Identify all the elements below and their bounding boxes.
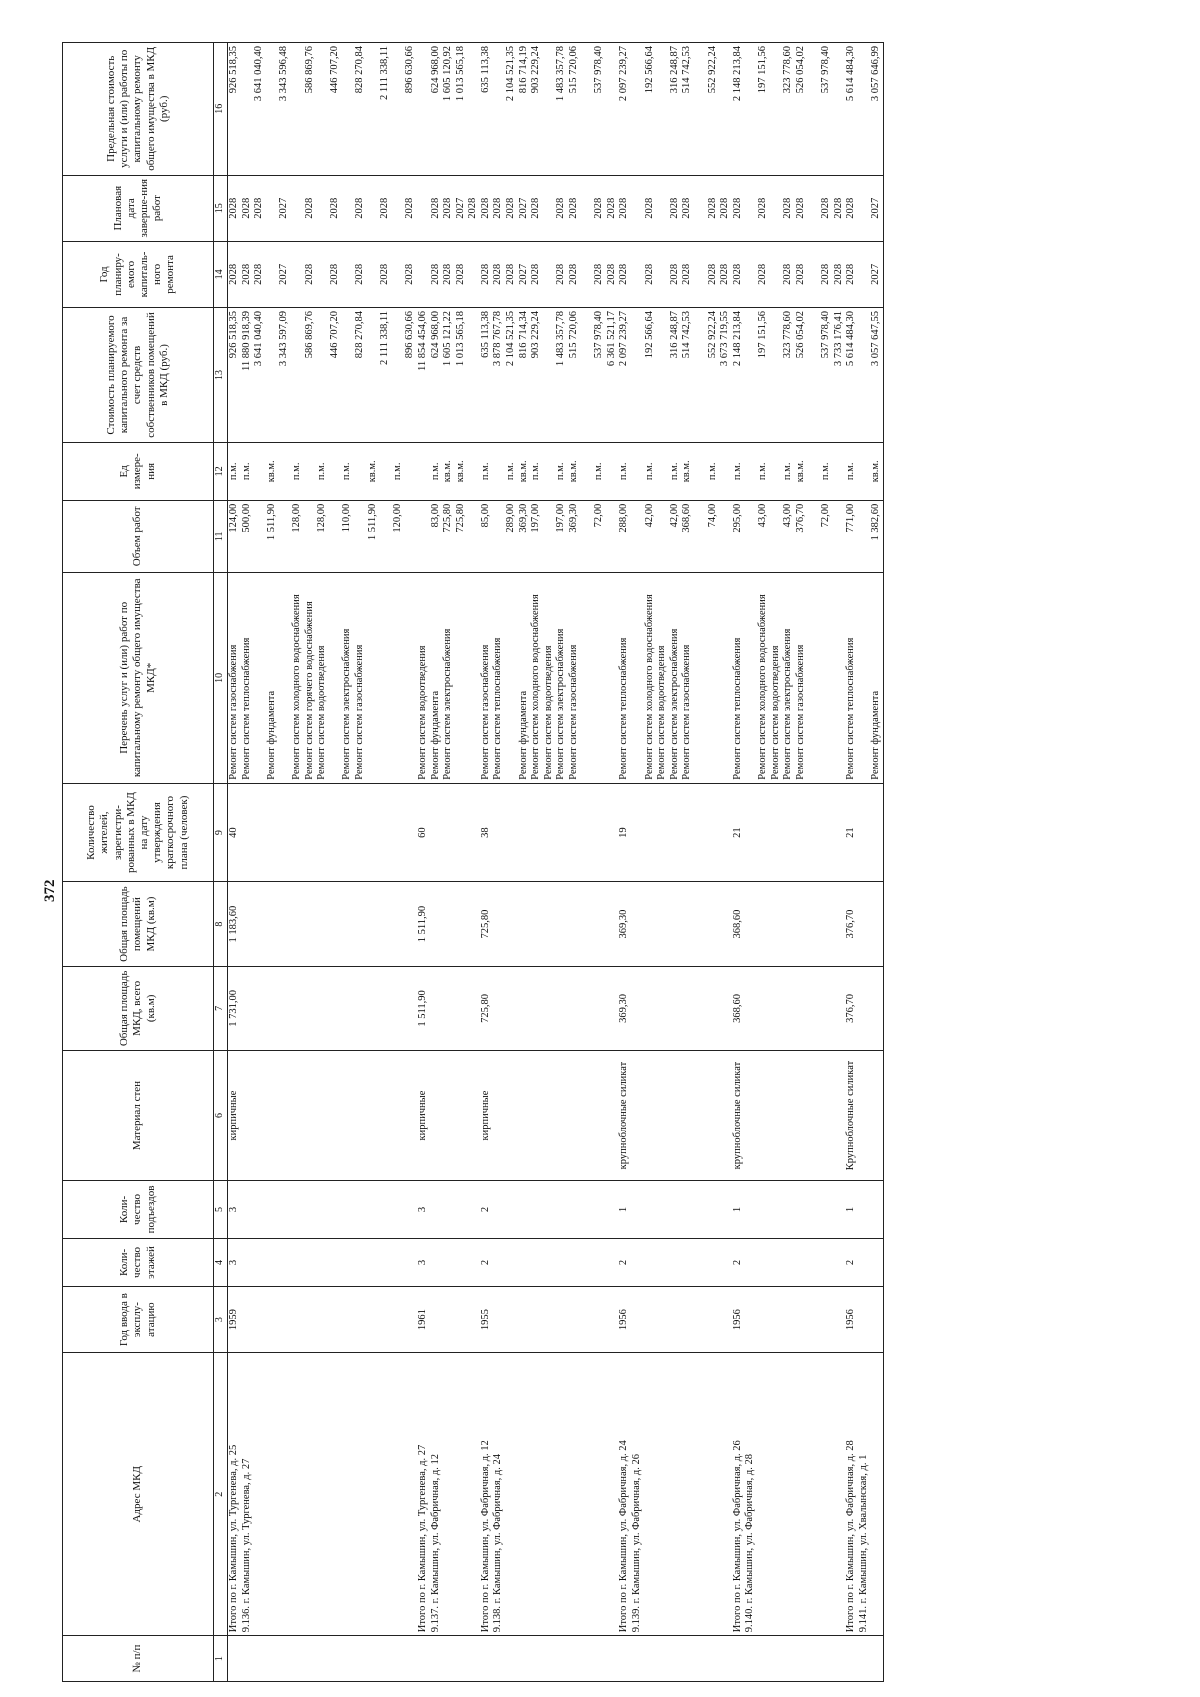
address-cell: Итого по г. Камышин, ул. Тургенева, д. 27 9.137. г. Камышин, ул. Фабричная, д. 12 xyxy=(417,1353,480,1636)
floors-cell: 2 xyxy=(845,1238,883,1286)
col-header: Год планиру-емого капиталь-ного ремонта xyxy=(63,241,214,307)
column-number: 11 xyxy=(214,500,228,572)
completion-date-cell: 2028 2028 2028 2027 2028 2028 2028 2028 2028 xyxy=(228,175,417,241)
max-cost-cell: 624 968,00 1 605 120,92 1 013 565,18 xyxy=(417,43,480,176)
column-number: 1 xyxy=(214,1636,228,1682)
col-header: Количество жителей, зарегистри-рованных в МКД на дату утверждения краткосрочного плана (человек) xyxy=(63,783,214,882)
repair-year-cell: 2028 2028 2028 2027 2028 2028 2028 2028 2028 xyxy=(228,241,417,307)
work-volume-cell: 295,00 43,00 43,00 376,70 72,00 xyxy=(732,500,845,572)
column-number: 10 xyxy=(214,572,228,783)
residents-cell: 60 xyxy=(417,783,480,882)
completion-date-cell: 2027 2028 2028 2028 2028 2028 xyxy=(518,175,619,241)
row-number-cell xyxy=(732,1636,845,1682)
col-header: Адрес МКД xyxy=(63,1353,214,1636)
max-cost-cell: 2 097 239,27 192 566,64 316 248,87 514 742,53 552 922,24 xyxy=(618,43,731,176)
entrances-cell: 1 xyxy=(732,1181,845,1239)
works-list-cell: Ремонт систем водоотведения Ремонт фундамента Ремонт систем электроснабжения xyxy=(417,572,480,783)
row-number-cell xyxy=(228,1636,417,1682)
repair-year-cell: 2028 2027 xyxy=(845,241,883,307)
completion-date-cell: 2028 2028 2028 xyxy=(480,175,518,241)
entrances-cell: 3 xyxy=(228,1181,417,1239)
wall-material-cell: крупноблочные силикат xyxy=(732,1051,845,1181)
unit-cell: п.м. п.м. кв.м. п.м. п.м. п.м. кв.м. п.м. xyxy=(228,442,417,500)
work-volume-cell: 369,30 197,00 197,00 369,30 72,00 xyxy=(518,500,619,572)
unit-cell: п.м. п.м. xyxy=(480,442,518,500)
col-header: Перечень услуг и (или) работ по капитальному ремонту общего имущества МКД* xyxy=(63,572,214,783)
wall-material-cell: Крупноблочные силикат xyxy=(845,1051,883,1181)
completion-date-cell: 2028 2028 2027 2028 xyxy=(417,175,480,241)
row-number-cell xyxy=(618,1636,731,1682)
row-number-cell xyxy=(417,1636,480,1682)
year-built-cell: 1956 xyxy=(732,1287,845,1353)
column-number: 9 xyxy=(214,783,228,882)
completion-date-cell: 2028 2027 xyxy=(845,175,883,241)
column-number: 15 xyxy=(214,175,228,241)
unit-cell: п.м. п.м. п.м. кв.м. п.м. xyxy=(618,442,731,500)
address-cell: Итого по г. Камышин, ул. Фабричная, д. 24 9.139. г. Камышин, ул. Фабричная, д. 26 xyxy=(618,1353,731,1636)
column-number: 12 xyxy=(214,442,228,500)
unit-cell: п.м. кв.м. xyxy=(845,442,883,500)
floors-cell: 3 xyxy=(228,1238,417,1286)
col-header: Ед измере-ния xyxy=(63,442,214,500)
total-area-cell: 376,70 xyxy=(845,966,883,1050)
max-cost-cell: 635 113,38 2 104 521,35 xyxy=(480,43,518,176)
table-row xyxy=(518,43,619,1682)
col-header: Предельная стоимость услуги и (или) работы по капитальному ремонту общего имущества в МКД (руб.) xyxy=(63,43,214,176)
repair-cost-cell: 926 518,35 11 880 918,39 3 641 040,40 3 343 597,09 586 869,76 446 707,20 828 270,84 2 111 338,11 896 630,66 xyxy=(228,308,417,443)
column-number: 3 xyxy=(214,1287,228,1353)
works-list-cell: Ремонт фундамента Ремонт систем холодного водоснабжения Ремонт систем водоотведения Ремонт систем электроснабжения Ремонт систем газоснабжения xyxy=(518,572,619,783)
row-number-cell xyxy=(845,1636,883,1682)
repair-cost-cell: 11 854 454,06 624 968,00 1 605 121,22 1 013 565,18 xyxy=(417,308,480,443)
capital-repair-table xyxy=(62,42,884,1682)
floors-cell: 2 xyxy=(732,1238,845,1286)
column-number: 13 xyxy=(214,308,228,443)
works-list-cell: Ремонт систем теплоснабжения Ремонт фундамента xyxy=(845,572,883,783)
entrances-cell: 2 xyxy=(480,1181,518,1239)
total-area-cell: 369,30 xyxy=(618,966,731,1050)
table-row xyxy=(732,43,845,1682)
repair-year-cell: 2028 2028 2028 xyxy=(480,241,518,307)
year-built-cell: 1959 xyxy=(228,1287,417,1353)
column-number: 14 xyxy=(214,241,228,307)
wall-material-cell: крупноблочные силикат xyxy=(618,1051,731,1181)
column-number: 5 xyxy=(214,1181,228,1239)
col-header: Плановая дата заверше-ния работ xyxy=(63,175,214,241)
works-list-cell: Ремонт систем теплоснабжения Ремонт систем холодного водоснабжения Ремонт систем водоотведения Ремонт систем электроснабжения Ремонт систем газоснабжения xyxy=(618,572,731,783)
premises-area-cell: 368,60 xyxy=(732,882,845,966)
row-number-cell xyxy=(518,1636,619,1682)
work-volume-cell: 85,00 289,00 xyxy=(480,500,518,572)
floors-cell: 2 xyxy=(480,1238,518,1286)
repair-cost-cell: 816 714,34 903 229,24 1 483 357,78 515 720,06 537 978,40 6 361 521,17 xyxy=(518,308,619,443)
work-volume-cell: 771,00 1 382,60 xyxy=(845,500,883,572)
col-header: № п/п xyxy=(63,1636,214,1682)
address-cell: Итого по г. Камышин, ул. Фабричная, д. 12 9.138. г. Камышин, ул. Фабричная, д. 24 xyxy=(480,1353,518,1636)
unit-cell: п.м. кв.м. кв.м. xyxy=(417,442,480,500)
entrances-cell: 1 xyxy=(845,1181,883,1239)
col-header: Год ввода в эксплу-атацию xyxy=(63,1287,214,1353)
floors-cell: 3 xyxy=(417,1238,480,1286)
header-row xyxy=(63,43,214,1682)
column-number: 8 xyxy=(214,882,228,966)
total-area-cell: 368,60 xyxy=(732,966,845,1050)
year-built-cell: 1961 xyxy=(417,1287,480,1353)
total-area-cell xyxy=(518,966,619,1050)
column-number: 4 xyxy=(214,1238,228,1286)
work-volume-cell: 124,00 500,00 1 511,90 128,00 128,00 110,00 1 511,90 120,00 xyxy=(228,500,417,572)
works-list-cell: Ремонт систем теплоснабжения Ремонт систем холодного водоснабжения Ремонт систем водоотведения Ремонт систем электроснабжения Ремонт систем газоснабжения xyxy=(732,572,845,783)
works-list-cell: Ремонт систем газоснабжения Ремонт систем теплоснабжения xyxy=(480,572,518,783)
max-cost-cell: 926 518,35 3 641 040,40 3 343 596,48 586 869,76 446 707,20 828 270,84 2 111 338,11 896 630,66 xyxy=(228,43,417,176)
address-cell xyxy=(518,1353,619,1636)
year-built-cell: 1956 xyxy=(618,1287,731,1353)
repair-year-cell: 2027 2028 2028 2028 2028 2028 xyxy=(518,241,619,307)
wall-material-cell xyxy=(518,1051,619,1181)
repair-cost-cell: 635 113,38 3 878 767,78 2 104 521,35 xyxy=(480,308,518,443)
wall-material-cell: кирпичные xyxy=(228,1051,417,1181)
year-built-cell: 1956 xyxy=(845,1287,883,1353)
residents-cell: 40 xyxy=(228,783,417,882)
repair-cost-cell: 2 097 239,27 192 566,64 316 248,87 514 742,53 552 922,24 3 673 719,55 xyxy=(618,308,731,443)
work-volume-cell: 83,00 725,80 725,80 xyxy=(417,500,480,572)
repair-cost-cell: 2 148 213,84 197 151,56 323 778,60 526 054,02 537 978,40 3 733 176,41 xyxy=(732,308,845,443)
row-number-cell xyxy=(480,1636,518,1682)
works-list-cell: Ремонт систем газоснабжения Ремонт систем теплоснабжения Ремонт фундамента Ремонт систем холодного водоснабжения Ремонт систем горячего водоснабжения Ремонт систем водоотведения Ремонт систем электроснабжения Ремонт систем газоснабжения xyxy=(228,572,417,783)
document-page xyxy=(40,42,1170,1682)
residents-cell: 38 xyxy=(480,783,518,882)
residents-cell: 21 xyxy=(845,783,883,882)
max-cost-cell: 2 148 213,84 197 151,56 323 778,60 526 054,02 537 978,40 xyxy=(732,43,845,176)
column-number: 6 xyxy=(214,1051,228,1181)
max-cost-cell: 5 614 484,30 3 057 646,99 xyxy=(845,43,883,176)
address-cell: Итого по г. Камышин, ул. Фабричная, д. 28 9.141. г. Камышин, ул. Хвалынская, д. 1 xyxy=(845,1353,883,1636)
floors-cell: 2 xyxy=(618,1238,731,1286)
unit-cell: кв.м. п.м. п.м. кв.м. п.м. xyxy=(518,442,619,500)
column-number-row xyxy=(214,43,228,1682)
col-header: Коли-чество подъездов xyxy=(63,1181,214,1239)
col-header: Материал стен xyxy=(63,1051,214,1181)
residents-cell xyxy=(518,783,619,882)
col-header: Стоимость планируемого капитального ремонта за счет средств собственников помещений в МКД (руб.) xyxy=(63,308,214,443)
premises-area-cell: 725,80 xyxy=(480,882,518,966)
premises-area-cell: 1 183,60 xyxy=(228,882,417,966)
column-number: 2 xyxy=(214,1353,228,1636)
max-cost-cell: 816 714,19 903 229,24 1 483 357,78 515 720,06 537 978,40 xyxy=(518,43,619,176)
repair-year-cell: 2028 2028 2028 2028 2028 2028 xyxy=(618,241,731,307)
table-row xyxy=(480,43,518,1682)
column-number: 16 xyxy=(214,43,228,176)
repair-year-cell: 2028 2028 2028 xyxy=(417,241,480,307)
year-built-cell: 1955 xyxy=(480,1287,518,1353)
repair-cost-cell: 5 614 484,30 3 057 647,55 xyxy=(845,308,883,443)
col-header: Объем работ xyxy=(63,500,214,572)
completion-date-cell: 2028 2028 2028 2028 2028 2028 xyxy=(618,175,731,241)
wall-material-cell: кирпичные xyxy=(417,1051,480,1181)
premises-area-cell: 369,30 xyxy=(618,882,731,966)
table-row xyxy=(228,43,417,1682)
total-area-cell: 1 511,90 xyxy=(417,966,480,1050)
table-row xyxy=(618,43,731,1682)
address-cell: Итого по г. Камышин, ул. Фабричная, д. 26 9.140. г. Камышин, ул. Фабричная, д. 28 xyxy=(732,1353,845,1636)
col-header: Общая площадь помещений МКД (кв.м) xyxy=(63,882,214,966)
column-number: 7 xyxy=(214,966,228,1050)
floors-cell xyxy=(518,1238,619,1286)
year-built-cell xyxy=(518,1287,619,1353)
total-area-cell: 1 731,00 xyxy=(228,966,417,1050)
wall-material-cell: кирпичные xyxy=(480,1051,518,1181)
table-body xyxy=(228,43,884,1682)
entrances-cell xyxy=(518,1181,619,1239)
completion-date-cell: 2028 2028 2028 2028 2028 2028 xyxy=(732,175,845,241)
table-row xyxy=(845,43,883,1682)
repair-year-cell: 2028 2028 2028 2028 2028 2028 xyxy=(732,241,845,307)
col-header: Коли-чество этажей xyxy=(63,1238,214,1286)
address-cell: Итого по г. Камышин, ул. Тургенева, д. 25 9.136. г. Камышин, ул. Тургенева, д. 27 xyxy=(228,1353,417,1636)
page-number: 372 xyxy=(42,879,58,902)
unit-cell: п.м. п.м. п.м. кв.м. п.м. xyxy=(732,442,845,500)
premises-area-cell xyxy=(518,882,619,966)
table-row xyxy=(417,43,480,1682)
entrances-cell: 1 xyxy=(618,1181,731,1239)
residents-cell: 21 xyxy=(732,783,845,882)
premises-area-cell: 376,70 xyxy=(845,882,883,966)
residents-cell: 19 xyxy=(618,783,731,882)
col-header: Общая площадь МКД, всего (кв.м) xyxy=(63,966,214,1050)
work-volume-cell: 288,00 42,00 42,00 368,60 74,00 xyxy=(618,500,731,572)
entrances-cell: 3 xyxy=(417,1181,480,1239)
premises-area-cell: 1 511,90 xyxy=(417,882,480,966)
total-area-cell: 725,80 xyxy=(480,966,518,1050)
